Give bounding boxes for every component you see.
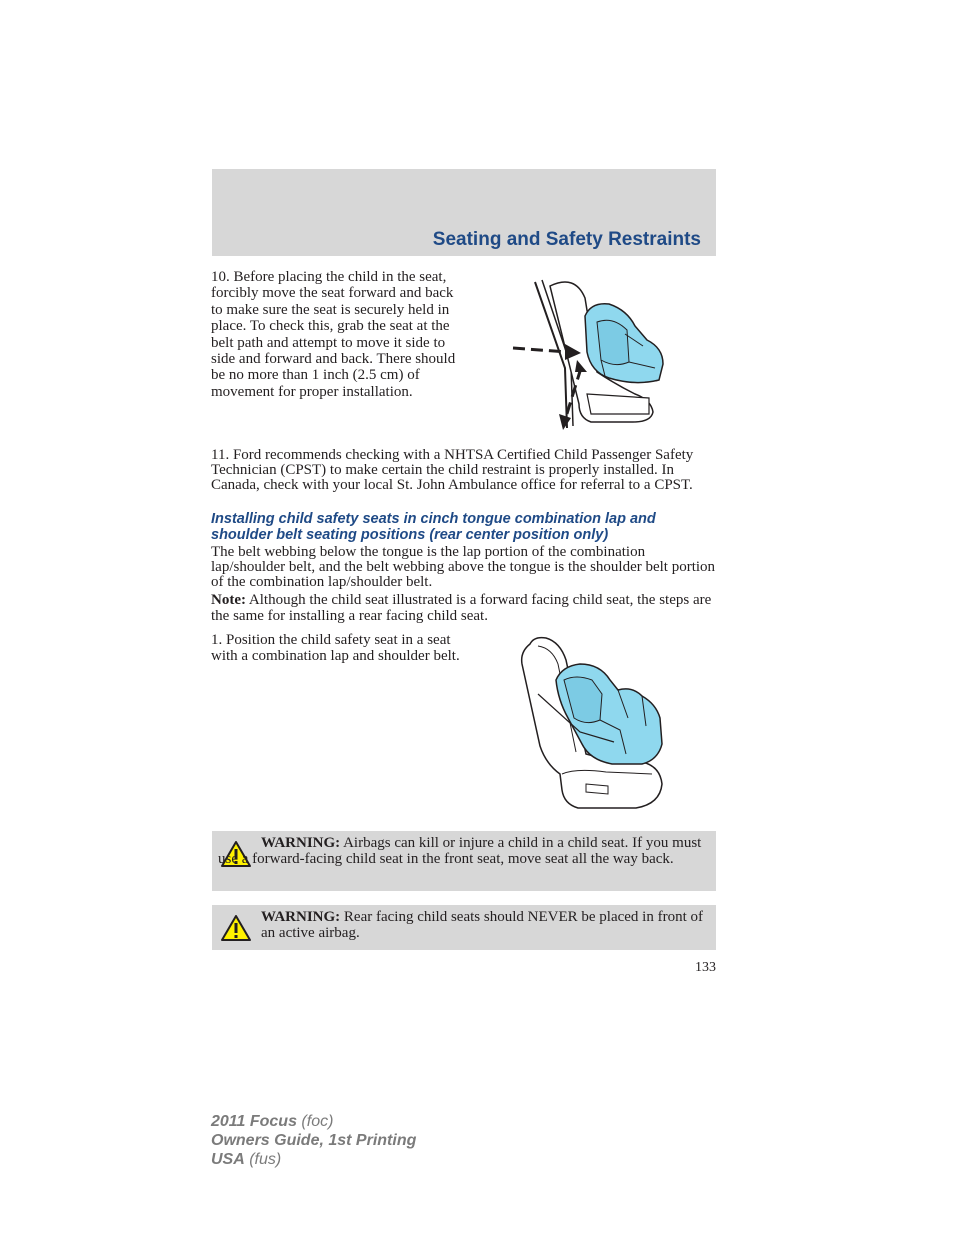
footer-line-1: 2011 Focus (foc) [211,1113,334,1130]
warning-body: Rear facing child seats should NEVER be placed in front of an active airbag. [261,909,703,941]
section-header [212,169,716,256]
step-11-text: 11. Ford recommends checking with a NHTSA Certified Child Passenger Safety Technician (CPST) to make certain the child restraint is properly installed. In Canada, check with your local St. John Ambulance office for referral to a CPST. [211,447,694,493]
warning-box-rear-facing [212,905,716,950]
section-title: Seating and Safety Restraints [432,229,701,250]
warning-text [218,835,704,867]
footer-line-2: Owners Guide, 1st Printing [211,1132,417,1149]
section-subheading: Installing child safety seats in cinch tongue combination lap and shoulder belt seating positions (rear center position only) [211,511,656,543]
step-10-text: 10. Before placing the child in the seat, forcibly move the seat forward and back to make sure the seat is securely held in place. To check this, grab the seat at the belt path and attempt to move it side to side and forward and back. There should be no more than 1 inch (2.5 cm) of movement for proper installation. [211,269,456,400]
warning-text [261,909,704,941]
note-label: Note: [211,592,246,608]
footer-line-3: USA (fus) [211,1151,282,1168]
warning-label: WARNING: [261,909,341,925]
note-paragraph [211,593,716,625]
seat-movement-illustration [505,276,675,434]
belt-paragraph: The belt webbing below the tongue is the lap portion of the combination lap/shoulder belt, and the belt webbing above the tongue is the shoulder belt portion of the combination lap/shoulder belt. [211,544,716,590]
note-text: Although the child seat illustrated is a forward facing child seat, the steps are the same for installing a rear facing child seat. [211,592,712,624]
warning-triangle-icon [220,914,252,942]
document-footer [211,1112,416,1169]
child-seat-in-vehicle-seat-illustration [516,634,674,812]
page-number: 133 [695,960,716,975]
warning-label: WARNING: [261,835,341,851]
warning-body: Airbags can kill or injure a child in a child seat. If you must use a forward-facing child seat in the front seat, move seat all the way back. [218,835,702,867]
warning-box-airbag-forward [212,831,716,891]
step-1-text: 1. Position the child safety seat in a seat with a combination lap and shoulder belt. [211,632,460,665]
